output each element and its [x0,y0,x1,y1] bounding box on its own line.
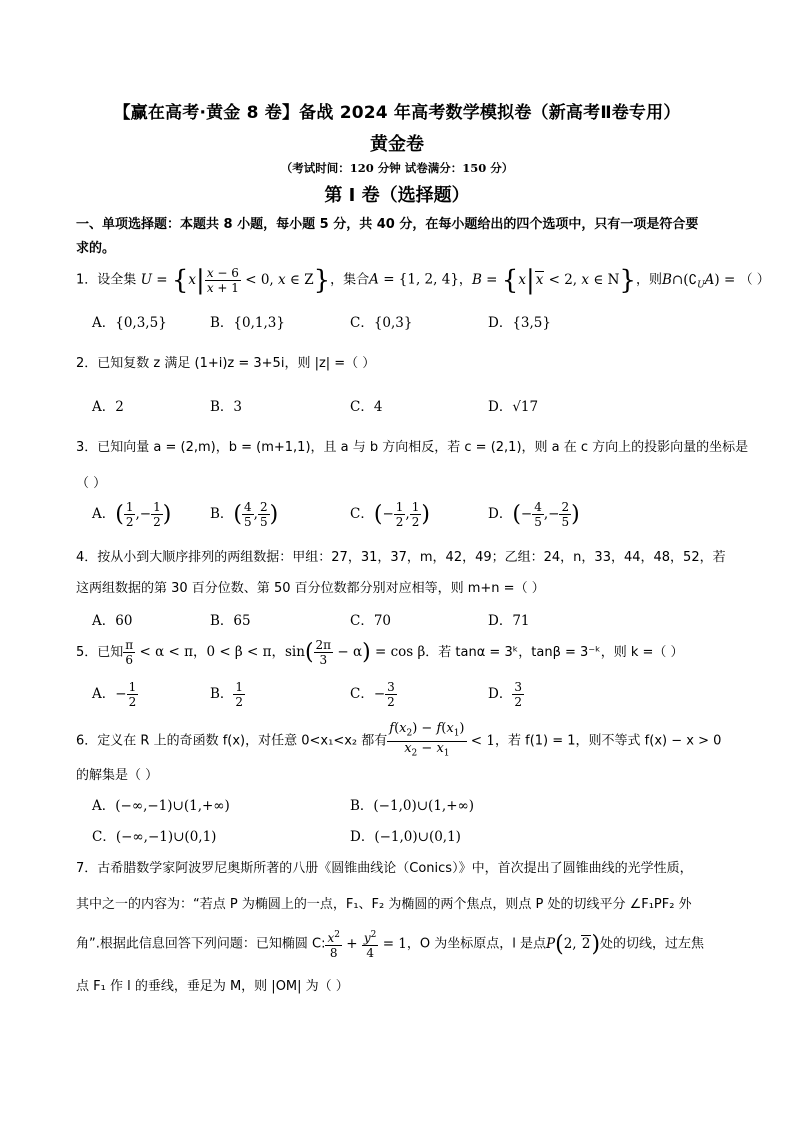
q3-option-d[interactable]: D．(− $\frac{4}{5}$ ,− $\frac{2}{5}$ ) [488,500,580,529]
q1-set-b: B = {x|x < 2, x ∈ N} [471,265,636,295]
q5-option-b[interactable]: B． $\frac{1}{2}$ [210,680,244,709]
q7-line3b: ，O 为坐标原点，l 是点 [406,936,546,952]
q2-option-a[interactable]: A．2 [92,399,124,415]
q3-option-c[interactable]: C．(− $\frac{1}{2}$ , $\frac{1}{2}$ ) [350,500,430,529]
q1-mid1: ，集合 [330,272,370,288]
q1-expr: $B\cap(∁_UA)$ = [661,271,740,291]
question-7-line1: 7．古希腊数学家阿波罗尼奥斯所著的八册《圆锥曲线论（Conics）》中，首次提出了圆锥曲线的光学性质， [76,861,693,876]
q4-option-a[interactable]: A．60 [92,613,133,629]
exam-title: 【赢在高考·黄金 8 卷】备战 2024 年高考数学模拟卷（新高考Ⅱ卷专用） [113,103,681,123]
q7-line3c: 处的切线，过左焦 [600,936,705,952]
exam-info: （考试时间：120 分钟 试卷满分：150 分） [280,161,514,175]
q7-ellipse-eq: $\frac{x^2}{8}$ + $\frac{y^2}{4}$ = 1 [327,930,407,960]
q1-option-a[interactable]: A．{0,3,5} [92,315,167,331]
q6-option-d[interactable]: D．(−1,0)∪(0,1) [350,829,461,845]
instructions-line2: 求的。 [76,241,116,256]
q5-stem: 5．已知 [76,645,124,660]
q4-option-c[interactable]: C．70 [350,613,392,629]
q1-set-u: U = {x| $\frac{x - 6}{x + 1}$ < 0, x ∈ Z} [140,265,331,295]
q7-line3a: 角”.根据此信息回答下列问题：已知椭圆 C: [76,936,326,952]
q4-option-b[interactable]: B．65 [210,613,251,629]
q1-option-c[interactable]: C．{0,3} [350,315,413,331]
q3-option-b[interactable]: B．( $\frac{4}{5}$ , $\frac{2}{5}$ ) [210,500,279,529]
q3-option-a[interactable]: A．( $\frac{1}{2}$ ,− $\frac{1}{2}$ ) [92,500,172,529]
q6-option-b[interactable]: B．(−1,0)∪(1,+∞) [350,798,475,814]
question-6-line1 [76,722,721,760]
q1-mid3: ，则 [635,272,662,288]
q6-option-c[interactable]: C．(−∞,−1)∪(0,1) [92,829,217,845]
q2-option-c[interactable]: C．4 [350,399,383,415]
q5-condition: $\frac{\pi}{6}$ < α < π，0 < β < π，sin( $\frac{2\pi}{3}$ − α) = cos β [125,638,426,667]
q7-point: P(2, 2) [546,931,601,957]
question-1 [76,265,770,295]
question-7-line2: 其中之一的内容为：“若点 P 为椭圆上的一点，F₁、F₂ 为椭圆的两个焦点，则点 P 处的切线平分 ∠F₁PF₂ 外 [76,897,692,912]
question-4-line1: 4．按从小到大顺序排列的两组数据：甲组：27，31，37，m，42，49；乙组：24，n，33，44，48，52，若 [76,550,726,565]
question-4-line2: 这两组数据的第 30 百分位数、第 50 百分位数都分别对应相等，则 m+n =（ ） [76,581,545,596]
q2-option-d[interactable]: D．√17 [488,399,539,415]
q5-option-d[interactable]: D． $\frac{3}{2}$ [488,680,522,709]
question-3-line2: （ ） [76,476,107,491]
q1-tail: （ ） [739,272,770,288]
question-3-line1: 3．已知向量 a = (2,m)，b = (m+1,1)，且 a 与 b 方向相反，若 c = (2,1)，则 a 在 c 方向上的投影向量的坐标是 [76,440,749,455]
q6-line1a: 6．定义在 R 上的奇函数 f(x)，对任意 0<x₁<x₂ 都有 [76,733,388,749]
q1-stem: 1．设全集 [76,272,137,288]
q4-option-d[interactable]: D．71 [488,613,530,629]
question-6-line2: 的解集是（ ） [76,768,159,783]
q1-mid2: ， [458,272,472,288]
question-5 [76,638,684,667]
section-title: 第 I 卷（选择题） [324,185,470,206]
exam-subtitle: 黄金卷 [370,134,424,155]
q1-set-a: A = {1, 2, 4} [369,271,459,288]
q5-option-c[interactable]: C．− $\frac{3}{2}$ [350,680,395,709]
q1-option-d[interactable]: D．{3,5} [488,315,551,331]
question-2: 2．已知复数 z 满足 (1+i)z = 3+5i，则 |z| =（ ） [76,356,376,371]
question-7-line4: 点 F₁ 作 l 的垂线，垂足为 M，则 |OM| 为（ ） [76,979,349,994]
question-7-line3 [76,928,704,960]
q1-option-b[interactable]: B．{0,1,3} [210,315,285,331]
q6-fraction: $\frac{f(x_2) - f(x_1)}{x_2 - x_1}$ < 1 [389,721,495,759]
q2-option-b[interactable]: B．3 [210,399,243,415]
q6-line1b: ，若 f(1) = 1，则不等式 f(x) − x > 0 [494,733,722,749]
instructions-line1: 一、单项选择题：本题共 8 小题，每小题 5 分，共 40 分，在每小题给出的四个选项中，只有一项是符合要 [76,217,699,232]
q6-option-a[interactable]: A．(−∞,−1)∪(1,+∞) [92,798,230,814]
q5-mid: ．若 tanα = 3ᵏ，tanβ = 3⁻ᵏ，则 k =（ ） [425,645,684,660]
q5-option-a[interactable]: A．− $\frac{1}{2}$ [92,680,137,709]
